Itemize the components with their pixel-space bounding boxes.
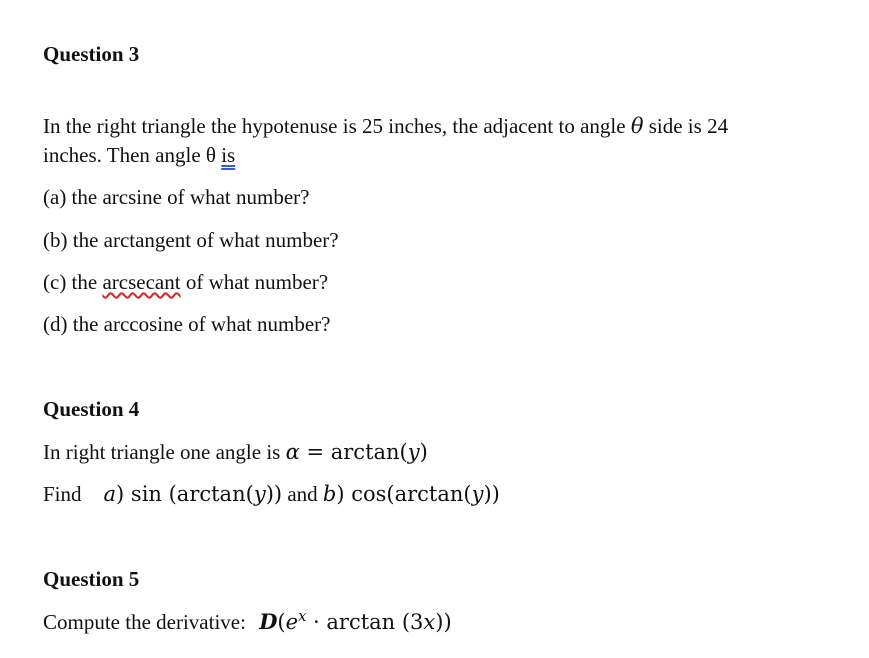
question-4-heading: Question 4 bbox=[43, 397, 140, 421]
q3-spelling-flag-arcsecant: arcsecant bbox=[102, 270, 181, 294]
q5-close: )) bbox=[435, 610, 452, 634]
q5-mid: · arctan (3 bbox=[306, 610, 424, 634]
q3-text-2a: inches. Then angle θ bbox=[43, 143, 222, 167]
q5-x-superscript: x bbox=[298, 607, 307, 625]
q3-grammar-flag-is: is bbox=[221, 143, 236, 167]
question-3-part-d: (d) the arccosine of what number? bbox=[43, 312, 331, 336]
q5-x: x bbox=[423, 610, 436, 634]
question-5-heading: Question 5 bbox=[43, 567, 140, 591]
q4-y2: y bbox=[471, 482, 484, 506]
q5-open: ( bbox=[277, 610, 286, 634]
question-3-part-b: (b) the arctangent of what number? bbox=[43, 228, 339, 252]
q3-text-1a: In the right triangle the hypotenuse is 25 inches, the adjacent to angle bbox=[43, 114, 631, 138]
q4-find: Find bbox=[43, 482, 82, 506]
question-3-part-a: (a) the arcsine of what number? bbox=[43, 185, 310, 209]
q4-part-1-close: )) bbox=[265, 482, 283, 506]
q4-part-2: ) cos(arctan( bbox=[336, 482, 472, 506]
q4-y1: y bbox=[253, 482, 266, 506]
q4-and: and bbox=[282, 482, 323, 506]
q5-e: e bbox=[285, 610, 299, 634]
q3-text-1b: side is 24 bbox=[643, 114, 729, 138]
q5-derivative-operator: D bbox=[259, 609, 278, 634]
q4-part-a-label: a bbox=[103, 482, 117, 506]
question-3-part-c bbox=[43, 268, 328, 296]
q4-close: ) bbox=[419, 440, 428, 464]
q3-c-pre: (c) the bbox=[43, 270, 103, 294]
q3-theta-symbol: θ bbox=[630, 114, 644, 138]
question-3-line-2 bbox=[43, 141, 235, 169]
q4-part-1: ) sin (arctan( bbox=[116, 482, 254, 506]
q5-text: Compute the derivative: bbox=[43, 610, 252, 634]
q4-eq: = arctan( bbox=[299, 440, 408, 464]
q4-alpha-symbol: α bbox=[285, 440, 300, 464]
q4-part-2-close: )) bbox=[483, 482, 500, 506]
q4-part-b-label: b bbox=[322, 482, 337, 506]
question-3-heading: Question 3 bbox=[43, 42, 140, 66]
question-3-line-1 bbox=[43, 112, 728, 140]
q4-text-1: In right triangle one angle is bbox=[43, 440, 286, 464]
q4-y: y bbox=[407, 440, 420, 464]
question-4-line-2 bbox=[43, 480, 500, 508]
document-page bbox=[43, 0, 843, 658]
q3-c-post: of what number? bbox=[180, 270, 329, 294]
question-5-line-1 bbox=[43, 608, 452, 636]
question-4-line-1 bbox=[43, 438, 428, 466]
